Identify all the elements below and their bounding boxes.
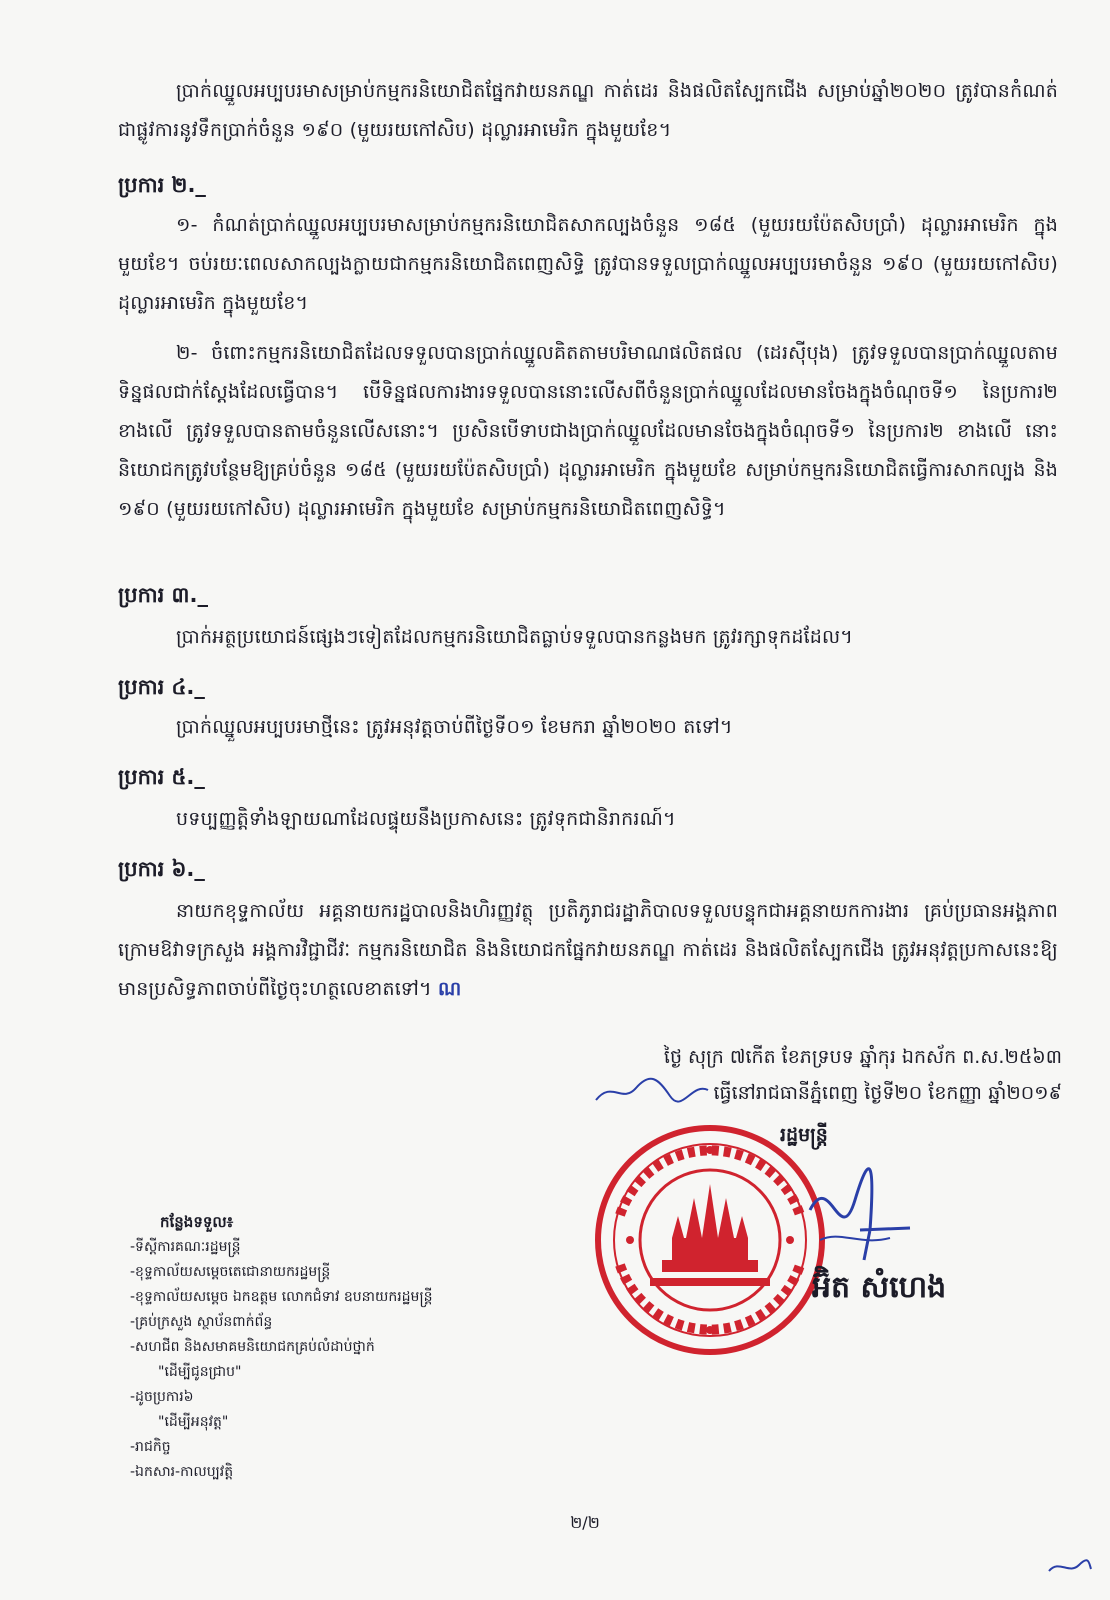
list-item: -ឯកសារ-កាលប្បវត្តិ bbox=[130, 1464, 234, 1480]
article-4-heading: ប្រការ ៤._ bbox=[118, 675, 205, 699]
signer-name: អ៊ិត សំហេង bbox=[812, 1270, 947, 1305]
article-3-text: ប្រាក់អត្ថប្រយោជន៍ផ្សេងៗទៀតដែលកម្មករនិយោជិតធ្លាប់ទទួលបានកន្លងមក ត្រូវរក្សាទុកដដែល។ bbox=[176, 626, 853, 648]
article-4-text: ប្រាក់ឈ្នួលអប្បបរមាថ្មីនេះ ត្រូវអនុវត្តចាប់ពីថ្ងៃទី០១ ខែមករា ឆ្នាំ២០២០ តទៅ។ bbox=[176, 716, 733, 738]
list-item: -សហជីព និងសមាគមនិយោជកគ្រប់លំដាប់ថ្នាក់ bbox=[130, 1339, 375, 1355]
signer-title: រដ្ឋមន្ត្រី bbox=[780, 1124, 828, 1146]
date-lunar: ថ្ងៃ សុក្រ ៧កើត ខែភទ្របទ ឆ្នាំកុរ ឯកស័ក ព.ស.២៥៦៣ bbox=[663, 1046, 1062, 1068]
date-solar: ធ្វើនៅរាជធានីភ្នំពេញ ថ្ងៃទី២០ ខែកញ្ញា ឆ្នាំ២០១៩ bbox=[713, 1082, 1062, 1104]
article-5-heading: ប្រការ ៥._ bbox=[118, 765, 205, 789]
list-item: -ខុទ្ទកាល័យសម្តេចតេជោនាយករដ្ឋមន្ត្រី bbox=[130, 1264, 331, 1280]
article-2-point-2: ២- ចំពោះកម្មករនិយោជិតដែលទទួលបានប្រាក់ឈ្នួលគិតតាមបរិមាណផលិតផល (ដេរស៊ីបុង) ត្រូវទទួលបានប្រាក់ឈ្នួលតាមទិន្នផលជាក់ស្តែងដែលធ្វើបាន។ បើទិន្នផលការងារទទួលបាននោះលើសពីចំនួនប្រាក់ឈ្នួលដែលមានចែងក្នុងចំណុចទី១ នៃប្រការ២ ខាងលើ ត្រូវទទួលបានតាមចំនួនលើសនោះ។ ប្រសិនបើទាបជាងប្រាក់ឈ្នួលដែលមានចែងក្នុងចំណុចទី១ នៃប្រការ២ ខាងលើ នោះនិយោជកត្រូវបន្ថែមឱ្យគ្រប់ចំនួន ១៨៥ (មួយរយប៉ែតសិបប្រាំ) ដុល្លារអាមេរិក ក្នុងមួយខែ សម្រាប់កម្មករនិយោជិតធ្វើការសាកល្បង និង ១៩០ (មួយរយកៅសិប) ដុល្លារអាមេរិក ក្នុងមួយខែ សម្រាប់កម្មករនិយោជិតពេញសិទ្ធិ។ bbox=[118, 342, 1058, 520]
article-6-text bbox=[118, 892, 1058, 1009]
article-6-heading: ប្រការ ៦._ bbox=[118, 857, 205, 881]
article-6-body: នាយកខុទ្ទកាល័យ អគ្គនាយករដ្ឋបាលនិងហិរញ្ញវត្ថុ ប្រតិភូរាជរដ្ឋាភិបាលទទួលបន្ទុកជាអគ្គនាយកការងារ គ្រប់ប្រធានអង្គភាពក្រោមឱវាទក្រសួង អង្គការវិជ្ជាជីវៈ កម្មករនិយោជិត និងនិយោជកផ្នែកវាយនភណ្ឌ កាត់ដេរ និងផលិតស្បែកជើង ត្រូវអនុវត្តប្រកាសនេះឱ្យមានប្រសិទ្ធភាពចាប់ពីថ្ងៃចុះហត្ថលេខាតទៅ។ bbox=[118, 900, 1058, 1000]
article-2-point-1: ១- កំណត់ប្រាក់ឈ្នួលអប្បបរមាសម្រាប់កម្មករនិយោជិតសាកល្បងចំនួន ១៨៥ (មួយរយប៉ែតសិបប្រាំ) ដុល្លារអាមេរិក ក្នុងមួយខែ។ ចប់រយៈពេលសាកល្បងក្លាយជាកម្មករនិយោជិតពេញសិទ្ធិ ត្រូវបានទទួលប្រាក់ឈ្នួលអប្បបរមាចំនួន ១៩០ (មួយរយកៅសិប) ដុល្លារអាមេរិក ក្នុងមួយខែ។ bbox=[118, 214, 1058, 314]
corner-ink-mark-icon bbox=[1045, 1555, 1095, 1577]
list-item: -ទីស្តីការគណៈរដ្ឋមន្ត្រី bbox=[130, 1239, 241, 1255]
list-item: -ដូចប្រការ៦ bbox=[130, 1389, 194, 1405]
article-3-heading: ប្រការ ៣._ bbox=[118, 583, 208, 607]
signature-icon bbox=[800, 1150, 920, 1280]
list-item: -រាជកិច្ច bbox=[130, 1439, 171, 1455]
list-item: -ខុទ្ទកាល័យសម្តេច ឯកឧត្តម លោកជំទាវ ឧបនាយករដ្ឋមន្ត្រី bbox=[130, 1289, 433, 1305]
intro-paragraph: ប្រាក់ឈ្នួលអប្បបរមាសម្រាប់កម្មករនិយោជិតផ្នែកវាយនភណ្ឌ កាត់ដេរ និងផលិតស្បែកជើង សម្រាប់ឆ្នាំ២០២០ ត្រូវបានកំណត់ជាផ្លូវការនូវទឹកប្រាក់ចំនួន ១៩០ (មួយរយកៅសិប) ដុល្លារអាមេរិក ក្នុងមួយខែ។ bbox=[118, 80, 1058, 141]
list-item: "ដើម្បីអនុវត្ត" bbox=[158, 1414, 229, 1430]
recipients-heading: កន្លែងទទួល៖ bbox=[160, 1213, 234, 1231]
list-item: "ដើម្បីជូនជ្រាប" bbox=[158, 1364, 242, 1380]
list-item: -គ្រប់ក្រសួង ស្ថាប័នពាក់ព័ន្ធ bbox=[130, 1314, 273, 1330]
page-number: ២/២ bbox=[570, 1513, 600, 1532]
recipients-list bbox=[130, 1210, 550, 1485]
article-5-text: បទប្បញ្ញត្តិទាំងឡាយណាដែលផ្ទុយនឹងប្រកាសនេះ ត្រូវទុកជានិរាករណ៍។ bbox=[176, 808, 676, 830]
article-2-heading: ប្រការ ២._ bbox=[118, 173, 206, 197]
initial-mark: ណ bbox=[438, 978, 462, 1000]
handwritten-date-ink bbox=[592, 1070, 712, 1110]
ministry-seal-icon bbox=[590, 1120, 830, 1360]
